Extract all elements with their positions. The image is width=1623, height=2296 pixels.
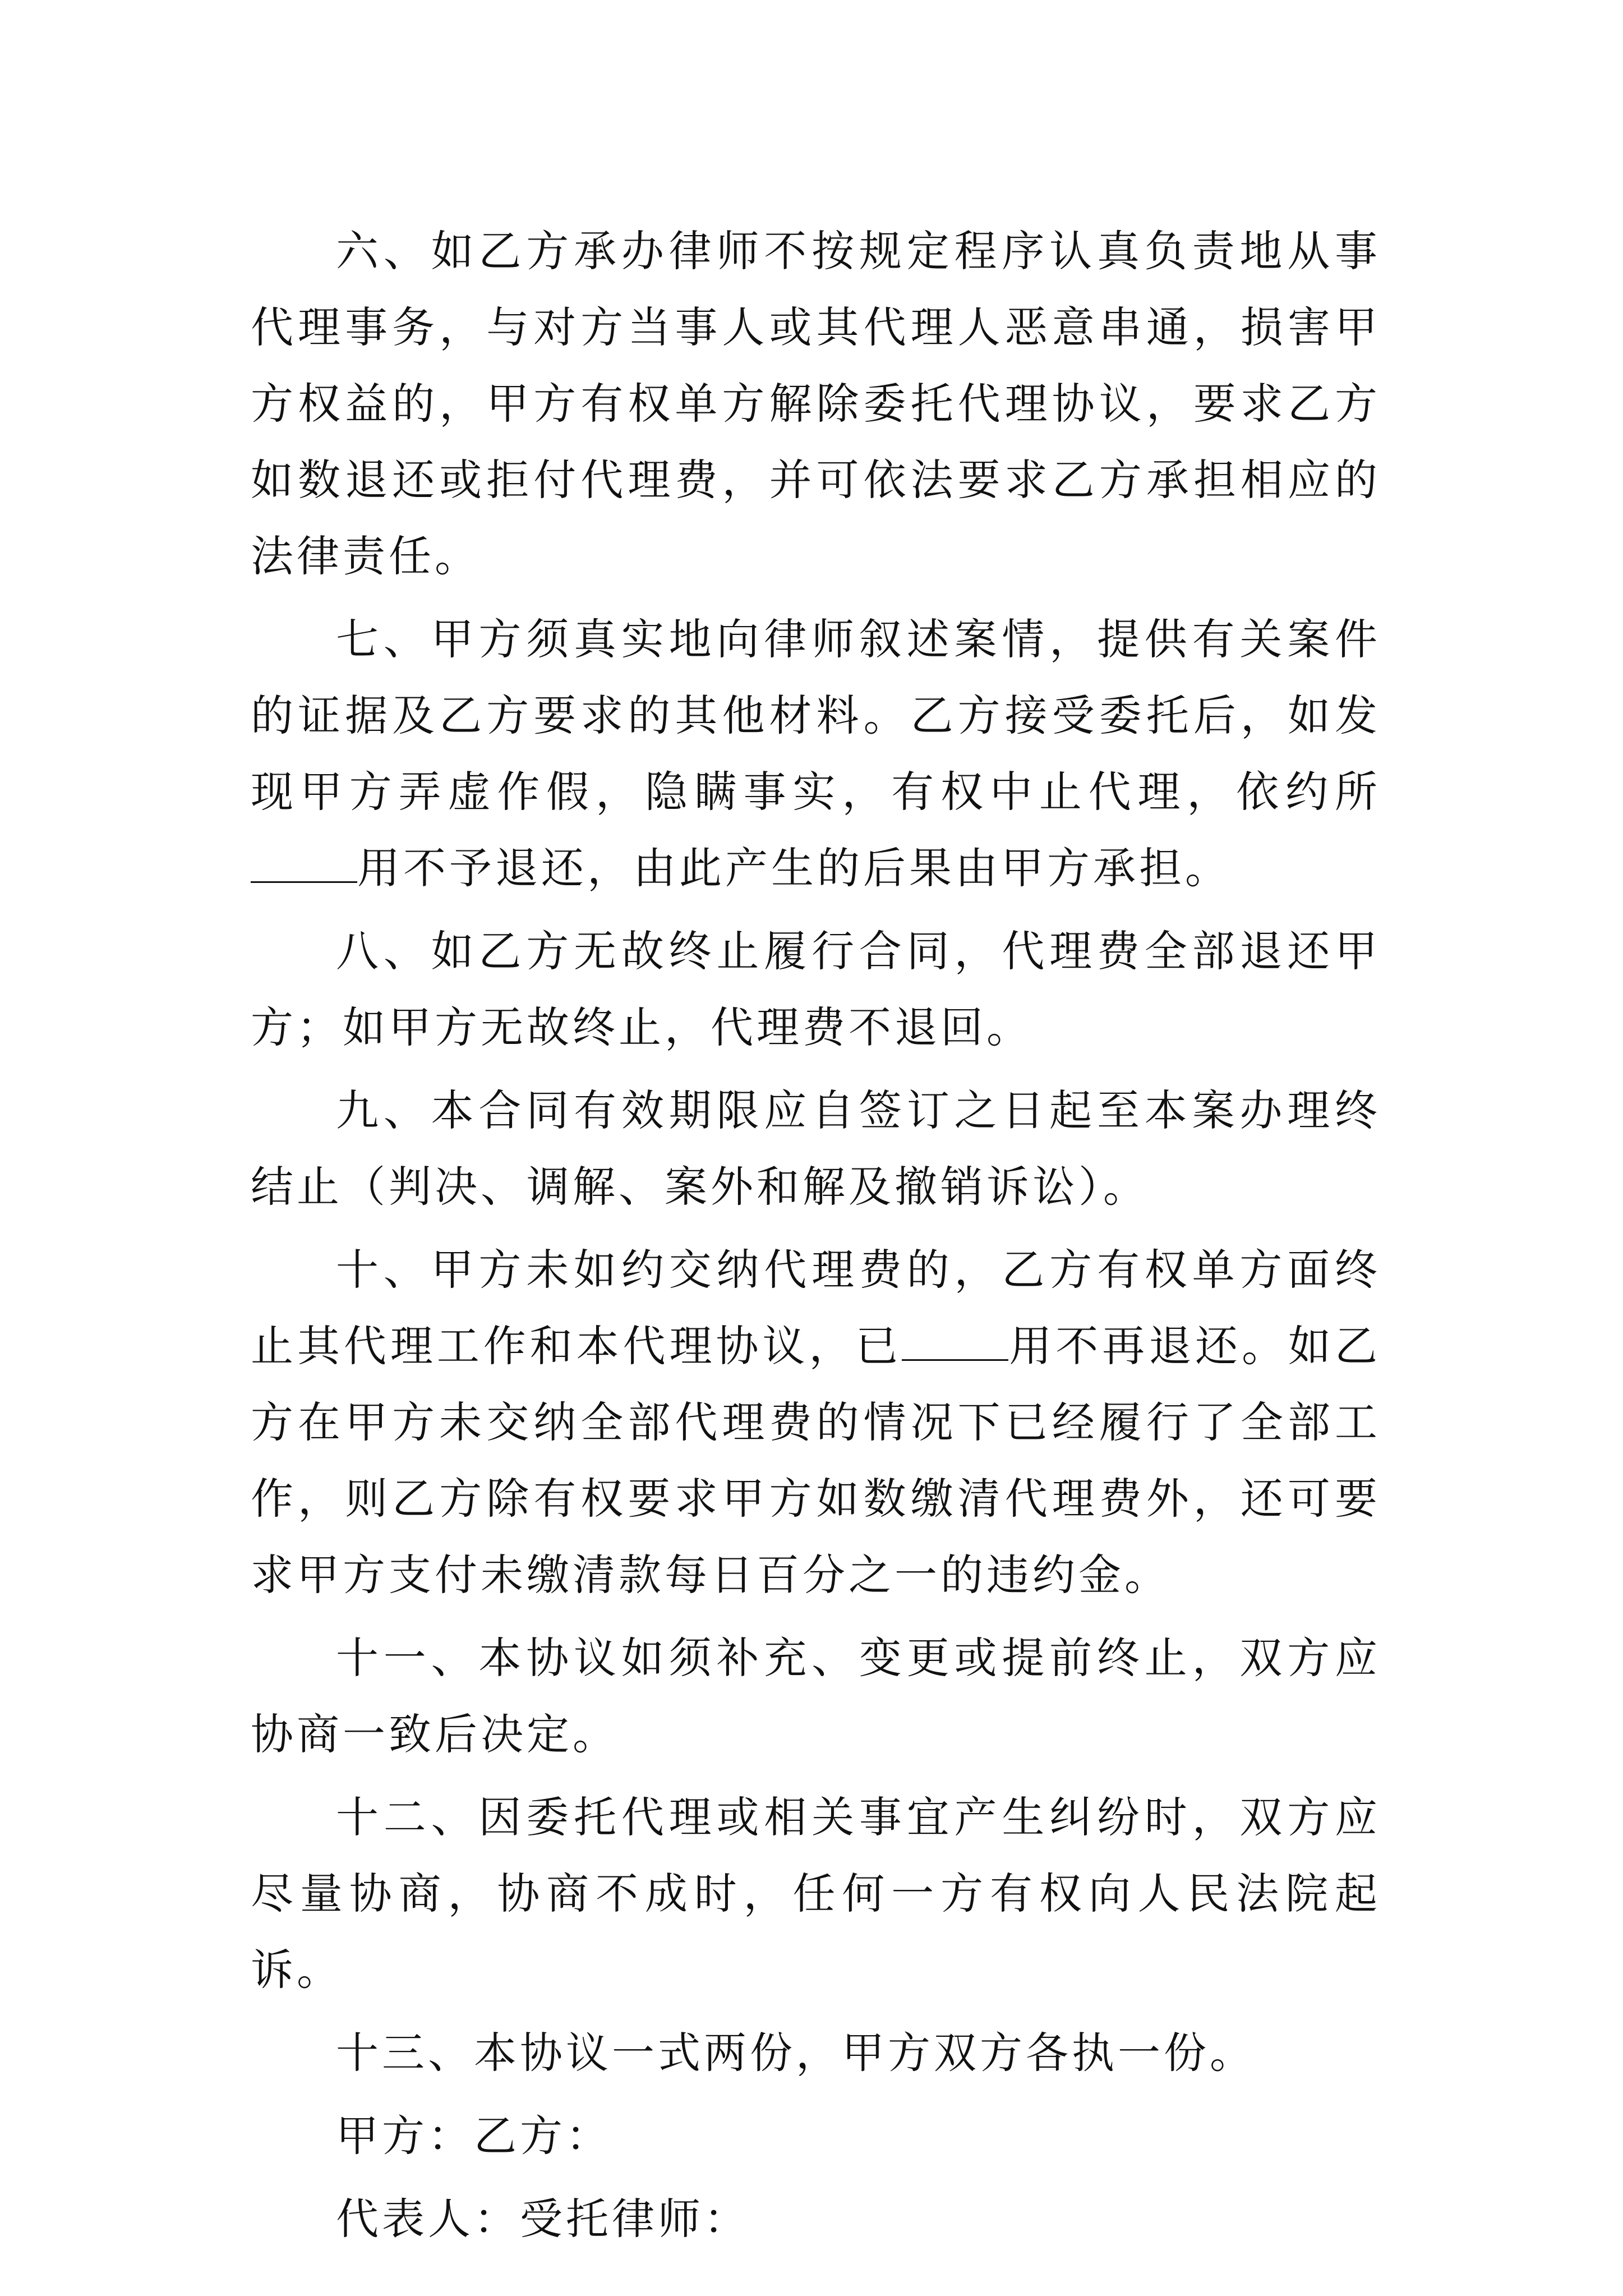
signature-parties-text: 甲方：乙方： bbox=[336, 2111, 612, 2161]
clause-6-text: 六、如乙方承办律师不按规定程序认真负责地从事代理事务，与对方当事人或其代理人恶意串通，损害甲方权益的，甲方有权单方解除委托代理协议，要求乙方如数退还或拒付代理费，并可依法要求乙方承担相应的法律责任。 bbox=[251, 226, 1381, 581]
signature-representatives-text: 代表人：受托律师： bbox=[336, 2194, 750, 2244]
clause-12 bbox=[251, 1779, 1381, 2008]
clause-7 bbox=[251, 601, 1381, 907]
clause-7-text-before: 七、甲方须真实地向律师叙述案情，提供有关案件的证据及乙方要求的其他材料。乙方接受委托后，如发现甲方弄虚作假，隐瞒事实，有权中止代理，依约所 bbox=[251, 614, 1381, 817]
clause-9-text: 九、本合同有效期限应自签订之日起至本案办理终结止（判决、调解、案外和解及撤销诉讼）。 bbox=[251, 1085, 1381, 1212]
clause-12-text: 十二、因委托代理或相关事宜产生纠纷时，双方应尽量协商，协商不成时，任何一方有权向人民法院起诉。 bbox=[251, 1792, 1381, 1995]
fill-in-blank bbox=[902, 1326, 1008, 1361]
clause-10-text-before: 十、甲方未如约交纳代理费的，乙方有权单方面终止其代理工作和本代理协议，已 bbox=[251, 1245, 1381, 1371]
fill-in-blank bbox=[251, 848, 357, 883]
signature-parties bbox=[251, 2098, 1381, 2174]
clause-8-text: 八、如乙方无故终止履行合同，代理费全部退还甲方；如甲方无故终止，代理费不退回。 bbox=[251, 926, 1381, 1052]
clause-13-text: 十三、本协议一式两份，甲方双方各执一份。 bbox=[336, 2028, 1256, 2078]
clause-13 bbox=[251, 2015, 1381, 2091]
clause-10-text-after: 用不再退还。如乙方在甲方未交纳全部代理费的情况下已经履行了全部工作，则乙方除有权要求甲方如数缴清代理费外，还可要求甲方支付未缴清款每日百分之一的违约金。 bbox=[251, 1321, 1381, 1600]
clause-9 bbox=[251, 1073, 1381, 1225]
clause-8 bbox=[251, 913, 1381, 1066]
clause-11 bbox=[251, 1620, 1381, 1773]
clause-11-text: 十一、本协议如须补充、变更或提前终止，双方应协商一致后决定。 bbox=[251, 1633, 1381, 1759]
document-page bbox=[251, 213, 1381, 2264]
clause-6 bbox=[251, 213, 1381, 595]
clause-10 bbox=[251, 1232, 1381, 1613]
clause-7-text-after: 用不予退还，由此产生的后果由甲方承担。 bbox=[357, 843, 1231, 893]
signature-representatives bbox=[251, 2181, 1381, 2257]
